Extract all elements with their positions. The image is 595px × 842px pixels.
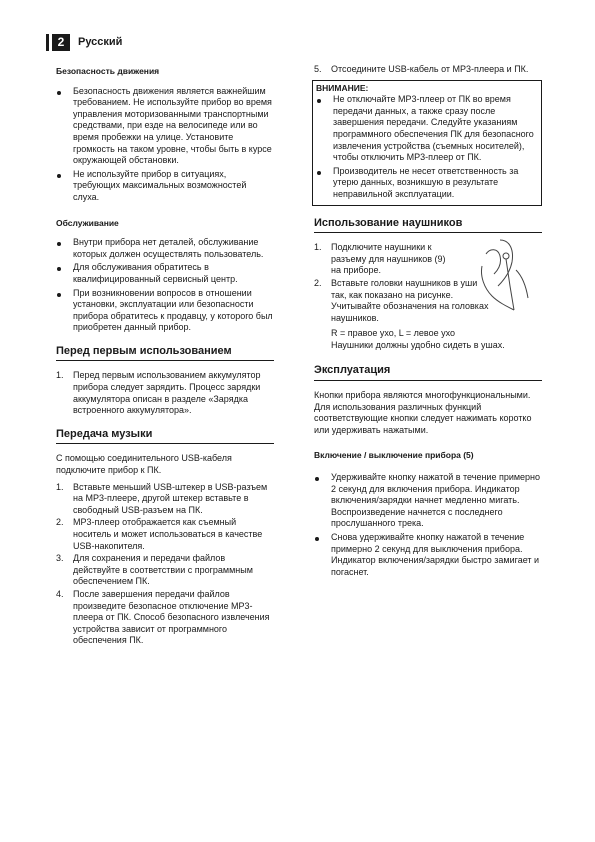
first-use-list — [56, 370, 274, 416]
list-item: Не используйте прибор в ситуациях, требующих максимальных возможностей слуха. — [56, 169, 274, 204]
music-transfer-title: Передача музыки — [56, 429, 274, 445]
list-item: 1. Подключите наушники к разъему для наушников (9) на приборе. — [314, 242, 446, 276]
music-steps-continued — [314, 64, 542, 76]
headphones-block — [314, 242, 542, 351]
list-item: Для обслуживания обратитесь в квалифицированный сервисный центр. — [56, 262, 274, 285]
list-item: 3. Для сохранения и передачи файлов действуйте в соответствии с программным обеспечением ПК. — [56, 553, 253, 587]
list-item: Производитель не несет ответственность за утерю данных, возникшую в результате неправильной эксплуатации. — [316, 166, 537, 201]
service-list — [56, 237, 274, 334]
warning-list — [316, 94, 537, 200]
list-item: При возникновении вопросов в отношении установки, эксплуатации или безопасности прибора обратитесь к продавцу, у которого был приобретен данный прибор. — [56, 288, 274, 334]
power-title: Включение / выключение прибора (5) — [314, 450, 474, 461]
list-item: Снова удерживайте кнопку нажатой в течение примерно 2 секунд для выключения прибора. Индикатор включения/зарядки быстро замигает и погаснет. — [314, 532, 542, 578]
headphones-steps — [314, 242, 489, 324]
ear-labels-note: R = правое ухо, L = левое ухо — [331, 328, 456, 339]
headphones-title: Использование наушников — [314, 218, 542, 234]
list-item: 1. Вставьте меньший USB-штекер в USB-разъем на MP3-плеере, другой штекер вставьте в свободный USB-разъем на ПК. — [56, 481, 268, 515]
right-column — [314, 64, 542, 582]
music-steps — [56, 482, 274, 647]
language-label: Русский — [78, 36, 123, 48]
list-item: Удерживайте кнопку нажатой в течение примерно 2 секунд для включения прибора. Индикатор включения/зарядки начнет медленно мигать. Воспроизведение начнется с последнего прослушанного трека. — [314, 472, 542, 530]
list-item: 4. После завершения передачи файлов произведите безопасное отключение MP3-плеера от ПК. Способ безопасного извлечения устройства зависит от программного обеспечения ПК. — [56, 588, 270, 646]
list-item: 5. Отсоедините USB-кабель от MP3-плеера и ПК. — [314, 64, 529, 74]
list-item: Не отключайте MP3-плеер от ПК во время передачи данных, а также сразу после завершения передачи. Следуйте указаниям программного обеспечения ПК для безопасного извлечения устройства (съемных носителей), чтобы отключить MP3-плеер от ПК. — [316, 94, 537, 164]
warning-box — [312, 80, 542, 206]
list-item: Безопасность движения является важнейшим требованием. Не используйте прибор во время управления моторизованными транспортными средствами, при езде на велосипеде или во время пробежки на улице. Установите громкость на таком уровне, чтобы быть в курсе окружающей обстановки. — [56, 86, 274, 167]
fit-note: Наушники должны удобно сидеть в ушах. — [331, 339, 505, 350]
list-item: Внутри прибора нет деталей, обслуживание которых должен осуществлять пользователь. — [56, 237, 274, 260]
operation-title: Эксплуатация — [314, 365, 542, 381]
power-list — [314, 472, 542, 578]
safety-list — [56, 86, 274, 204]
page-number: 2 — [52, 34, 70, 51]
left-column — [56, 64, 274, 651]
operation-intro: Кнопки прибора являются многофункциональными. Для использования различных функций соответствующие кнопки следует нажимать коротко или удерживать нажатыми. — [314, 390, 532, 435]
warning-title: ВНИМАНИЕ: — [316, 82, 369, 93]
page-header — [52, 33, 122, 51]
first-use-title: Перед первым использованием — [56, 346, 274, 362]
list-item: 1. Перед первым использованием аккумулятор прибора следует зарядить. Процесс зарядки аккумулятора описан в разделе «Зарядка встроенного аккумулятора». — [56, 370, 261, 416]
safety-title: Безопасность движения — [56, 66, 160, 76]
music-intro: С помощью соединительного USB-кабеля подключите прибор к ПК. — [56, 453, 232, 476]
list-item: 2. Вставьте головки наушников в уши так, как показано на рисунке. Учитывайте обозначения на головках наушников. — [314, 277, 489, 323]
service-title: Обслуживание — [56, 217, 119, 228]
headphones-notes — [314, 328, 542, 351]
list-item: 2. MP3-плеер отображается как съемный носитель и может использоваться в качестве USB-накопителя. — [56, 517, 263, 551]
